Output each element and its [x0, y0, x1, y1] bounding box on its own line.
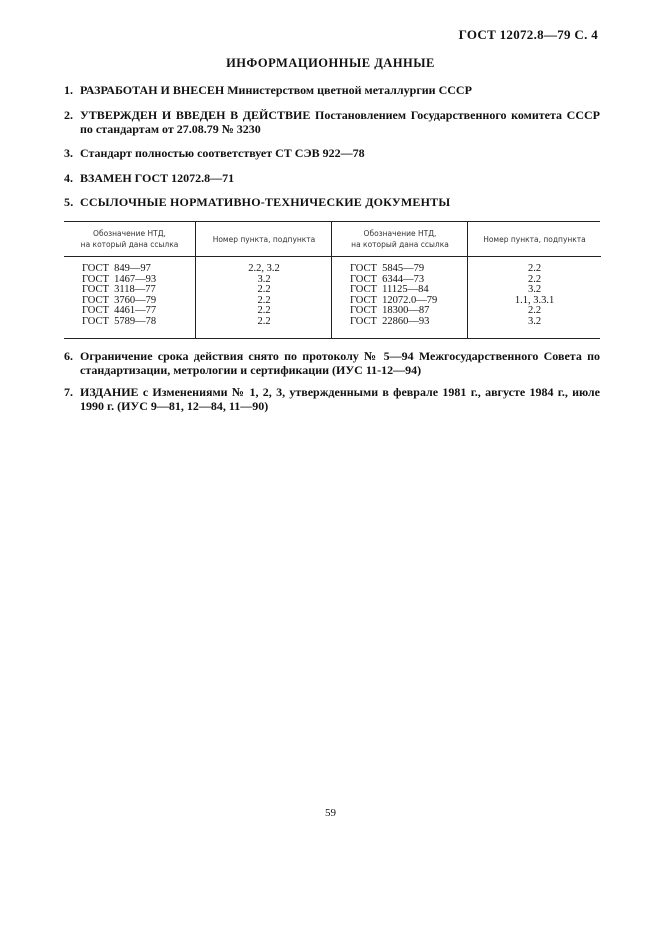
table-header-designation: Обозначение НТД, на который дана ссылка: [332, 222, 468, 257]
table-cell: 1.1, 3.3.1: [514, 294, 555, 306]
table-cell: ГОСТ 5845—79: [350, 263, 425, 274]
info-item-1: [64, 83, 600, 97]
item-number: 6.: [64, 349, 73, 363]
item-lead: ИЗДАНИЕ: [80, 385, 139, 399]
table-cell: 3.2: [527, 315, 542, 327]
table-header-clause: Номер пункта, подпункта: [468, 222, 601, 257]
table-cells-left-docs: [64, 264, 195, 328]
table-cells-left-clauses: [196, 264, 332, 328]
table-cell: 3.2: [527, 284, 542, 296]
table-header-clause: Номер пункта, подпункта: [196, 222, 332, 257]
table-cell: ГОСТ 4461—77: [82, 305, 157, 317]
table-cell: ГОСТ 1467—93: [82, 273, 157, 285]
table-header-designation: Обозначение НТД, на который дана ссылка: [64, 222, 195, 257]
reference-documents-table: [64, 221, 600, 339]
table-column-clause-left: [195, 222, 332, 338]
item-text: Стандарт полностью соответствует СТ СЭВ 922—78: [80, 146, 365, 160]
info-item-3: [64, 146, 600, 160]
table-cell: ГОСТ 18300—87: [350, 305, 430, 317]
table-cell: ГОСТ 3118—77: [82, 284, 156, 296]
table-cell: 3.2: [257, 273, 271, 285]
item-number: 7.: [64, 385, 73, 399]
table-cell: 2.2: [527, 263, 542, 274]
page-number: 59: [325, 807, 336, 819]
item-text: Ограничение срока действия снято по протоколу № 5—94 Межгосударственного Совета по стандартизации, метрологии и сертификации (ИУС 11-12—94): [80, 349, 600, 377]
item-number: 2.: [64, 108, 73, 122]
table-cell: 2.2: [257, 294, 271, 306]
item-lead: ВЗАМЕН ГОСТ 12072.8—71: [80, 171, 235, 185]
item-lead: РАЗРАБОТАН И ВНЕСЕН: [80, 83, 225, 97]
item-text: с Изменениями № 1, 2, 3, утвержденными в феврале 1981 г., августе 1984 г., июле 1990 г. (ИУС 9—81, 12—84, 11—90): [80, 385, 600, 413]
table-cell: 2.2: [257, 315, 271, 327]
info-item-2: [64, 108, 600, 136]
table-cell: ГОСТ 22860—93: [350, 315, 430, 327]
item-lead: УТВЕРЖДЕН И ВВЕДЕН В ДЕЙСТВИЕ: [80, 108, 311, 122]
table-cells-right-docs: [332, 264, 468, 328]
table-column-designation-left: [64, 222, 195, 338]
table-column-designation-right: [331, 222, 468, 338]
table-cell: 2.2, 3.2: [248, 263, 280, 274]
table-cell: 2.2: [257, 284, 271, 296]
item-text: Министерством цветной металлургии СССР: [224, 83, 472, 97]
table-cell: ГОСТ 5789—78: [82, 315, 157, 327]
item-number: 5.: [64, 195, 74, 209]
info-item-7: [64, 385, 600, 413]
section-title: ИНФОРМАЦИОННЫЕ ДАННЫЕ: [226, 56, 435, 70]
item-number: 3.: [64, 146, 73, 160]
info-item-5: [64, 195, 600, 209]
table-cell: 2.2: [527, 305, 542, 317]
item-lead: ССЫЛОЧНЫЕ НОРМАТИВНО-ТЕХНИЧЕСКИЕ ДОКУМЕНТЫ: [80, 195, 451, 209]
table-cell: 2.2: [257, 305, 271, 317]
table-cell: ГОСТ 11125—84: [350, 284, 429, 296]
item-number: 1.: [64, 83, 73, 97]
table-cell: ГОСТ 12072.0—79: [350, 294, 438, 306]
table-cell: 2.2: [527, 273, 542, 285]
table-cell: ГОСТ 849—97: [82, 263, 151, 274]
table-column-clause-right: [467, 222, 601, 338]
item-text: Постановлением Государственного комитета СССР по стандартам от 27.08.79 № 3230: [80, 108, 600, 136]
table-cell: ГОСТ 6344—73: [350, 273, 425, 285]
info-item-6: [64, 349, 600, 377]
info-item-4: [64, 171, 600, 185]
table-cells-right-clauses: [468, 264, 601, 328]
running-header: ГОСТ 12072.8—79 С. 4: [458, 27, 598, 42]
table-cell: ГОСТ 3760—79: [82, 294, 157, 306]
item-number: 4.: [64, 171, 73, 185]
